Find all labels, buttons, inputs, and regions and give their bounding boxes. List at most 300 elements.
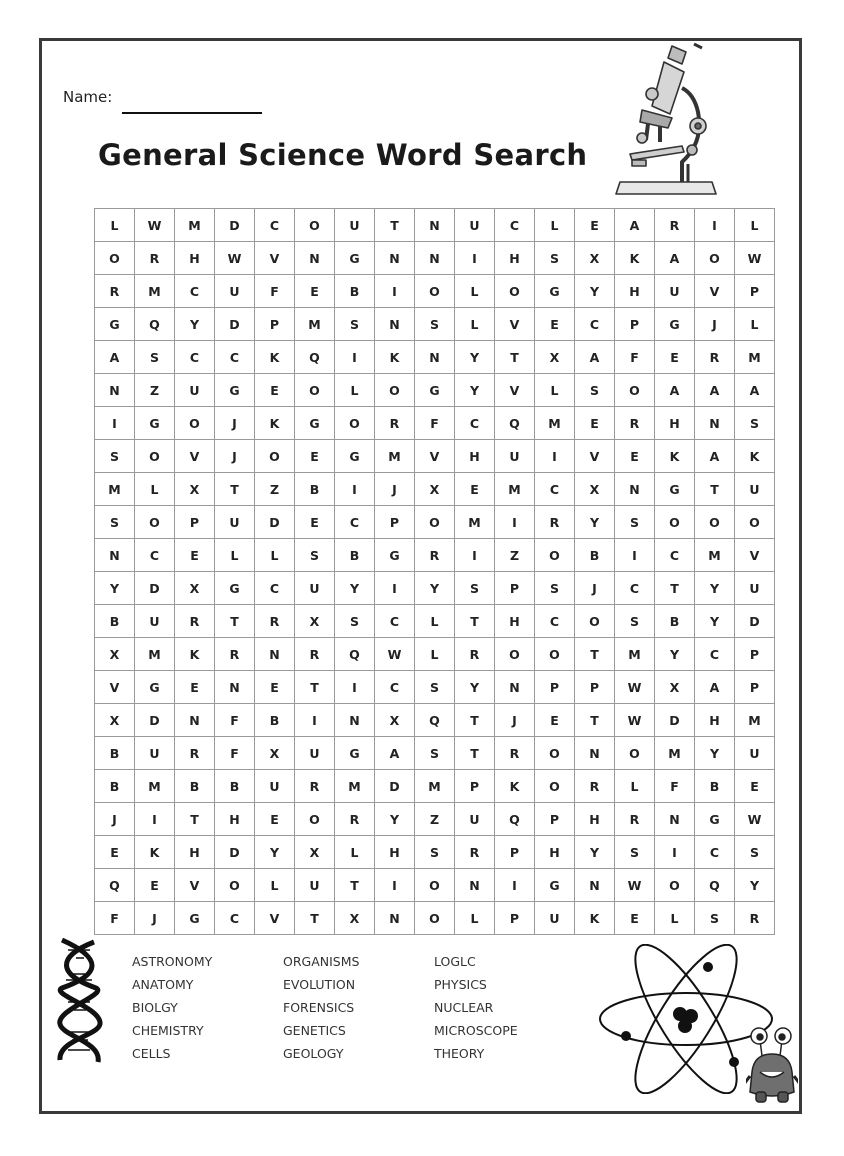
microscope-icon: [612, 42, 722, 200]
word-list-item: FORENSICS: [283, 1000, 355, 1015]
grid-cell: K: [615, 242, 655, 275]
grid-cell: S: [615, 506, 655, 539]
grid-cell: F: [415, 407, 455, 440]
grid-cell: L: [735, 209, 775, 242]
grid-cell: P: [735, 275, 775, 308]
grid-cell: A: [575, 341, 615, 374]
grid-cell: O: [655, 869, 695, 902]
grid-cell: A: [615, 209, 655, 242]
grid-cell: N: [495, 671, 535, 704]
grid-cell: V: [415, 440, 455, 473]
word-list-item: MICROSCOPE: [434, 1023, 518, 1038]
grid-cell: M: [415, 770, 455, 803]
grid-cell: K: [375, 341, 415, 374]
grid-cell: C: [495, 209, 535, 242]
grid-cell: R: [495, 737, 535, 770]
grid-cell: P: [735, 638, 775, 671]
grid-cell: A: [655, 242, 695, 275]
grid-cell: Y: [415, 572, 455, 605]
word-list-item: EVOLUTION: [283, 977, 356, 992]
grid-cell: M: [495, 473, 535, 506]
grid-cell: D: [215, 308, 255, 341]
grid-cell: B: [335, 275, 375, 308]
grid-cell: Q: [95, 869, 135, 902]
grid-cell: N: [575, 869, 615, 902]
grid-cell: T: [335, 869, 375, 902]
grid-cell: R: [455, 638, 495, 671]
grid-cell: N: [375, 308, 415, 341]
grid-cell: P: [735, 671, 775, 704]
grid-cell: T: [575, 704, 615, 737]
grid-cell: R: [535, 506, 575, 539]
grid-cell: O: [735, 506, 775, 539]
grid-cell: M: [695, 539, 735, 572]
grid-cell: M: [735, 704, 775, 737]
grid-cell: C: [575, 308, 615, 341]
grid-cell: E: [255, 803, 295, 836]
grid-cell: R: [655, 209, 695, 242]
grid-cell: S: [455, 572, 495, 605]
grid-cell: L: [135, 473, 175, 506]
grid-cell: M: [655, 737, 695, 770]
grid-cell: G: [135, 671, 175, 704]
grid-cell: D: [135, 572, 175, 605]
grid-cell: P: [375, 506, 415, 539]
grid-cell: O: [535, 638, 575, 671]
grid-cell: S: [695, 902, 735, 935]
grid-cell: W: [375, 638, 415, 671]
word-list-item: CELLS: [132, 1046, 171, 1061]
grid-cell: I: [295, 704, 335, 737]
grid-cell: S: [335, 308, 375, 341]
grid-cell: I: [135, 803, 175, 836]
grid-cell: U: [295, 572, 335, 605]
grid-cell: Z: [495, 539, 535, 572]
grid-cell: D: [375, 770, 415, 803]
grid-cell: E: [175, 671, 215, 704]
grid-cell: U: [215, 275, 255, 308]
grid-cell: N: [415, 341, 455, 374]
grid-cell: S: [575, 374, 615, 407]
grid-cell: O: [695, 506, 735, 539]
grid-cell: P: [615, 308, 655, 341]
grid-cell: T: [215, 605, 255, 638]
grid-cell: G: [535, 275, 575, 308]
word-search-grid: [94, 208, 775, 935]
grid-cell: K: [655, 440, 695, 473]
grid-cell: K: [135, 836, 175, 869]
grid-cell: S: [95, 440, 135, 473]
grid-cell: N: [455, 869, 495, 902]
grid-cell: G: [215, 572, 255, 605]
grid-cell: R: [615, 803, 655, 836]
grid-cell: P: [575, 671, 615, 704]
grid-cell: O: [255, 440, 295, 473]
grid-cell: P: [495, 836, 535, 869]
grid-cell: S: [415, 308, 455, 341]
grid-cell: N: [375, 902, 415, 935]
grid-cell: G: [215, 374, 255, 407]
grid-cell: B: [95, 737, 135, 770]
grid-cell: O: [335, 407, 375, 440]
grid-cell: G: [535, 869, 575, 902]
grid-cell: S: [535, 572, 575, 605]
grid-cell: U: [255, 770, 295, 803]
grid-cell: X: [295, 605, 335, 638]
grid-cell: J: [695, 308, 735, 341]
grid-cell: V: [95, 671, 135, 704]
grid-cell: D: [255, 506, 295, 539]
grid-cell: D: [135, 704, 175, 737]
grid-cell: S: [735, 836, 775, 869]
grid-cell: L: [95, 209, 135, 242]
word-list-item: ORGANISMS: [283, 954, 360, 969]
grid-cell: T: [455, 605, 495, 638]
grid-cell: C: [175, 275, 215, 308]
grid-cell: L: [255, 869, 295, 902]
grid-cell: A: [695, 671, 735, 704]
grid-cell: C: [375, 671, 415, 704]
word-list-item: BIOLGY: [132, 1000, 178, 1015]
grid-cell: N: [95, 539, 135, 572]
grid-cell: E: [535, 308, 575, 341]
grid-cell: I: [455, 539, 495, 572]
grid-cell: L: [215, 539, 255, 572]
grid-cell: F: [95, 902, 135, 935]
grid-cell: L: [535, 374, 575, 407]
grid-cell: O: [415, 902, 455, 935]
grid-cell: R: [295, 638, 335, 671]
grid-cell: X: [655, 671, 695, 704]
grid-cell: M: [375, 440, 415, 473]
grid-cell: O: [615, 737, 655, 770]
grid-cell: G: [695, 803, 735, 836]
grid-cell: E: [135, 869, 175, 902]
word-list-column-1: [132, 950, 212, 1065]
grid-cell: V: [695, 275, 735, 308]
grid-cell: L: [655, 902, 695, 935]
grid-cell: F: [615, 341, 655, 374]
grid-cell: E: [455, 473, 495, 506]
grid-cell: E: [295, 440, 335, 473]
grid-cell: Z: [415, 803, 455, 836]
grid-cell: O: [655, 506, 695, 539]
grid-cell: U: [735, 572, 775, 605]
grid-cell: P: [175, 506, 215, 539]
grid-cell: G: [335, 242, 375, 275]
grid-cell: C: [535, 473, 575, 506]
grid-cell: O: [535, 737, 575, 770]
grid-cell: E: [575, 209, 615, 242]
grid-cell: W: [735, 242, 775, 275]
grid-cell: N: [255, 638, 295, 671]
grid-cell: B: [255, 704, 295, 737]
grid-cell: T: [655, 572, 695, 605]
grid-cell: Y: [95, 572, 135, 605]
grid-cell: O: [575, 605, 615, 638]
grid-cell: L: [415, 605, 455, 638]
page-title: General Science Word Search: [98, 138, 588, 172]
word-list-column-3: [434, 950, 518, 1065]
grid-cell: H: [615, 275, 655, 308]
grid-cell: K: [175, 638, 215, 671]
grid-cell: Y: [335, 572, 375, 605]
grid-cell: K: [255, 341, 295, 374]
grid-cell: T: [175, 803, 215, 836]
word-list-column-2: [283, 950, 359, 1065]
grid-cell: M: [615, 638, 655, 671]
grid-cell: N: [335, 704, 375, 737]
grid-cell: V: [575, 440, 615, 473]
grid-cell: T: [455, 737, 495, 770]
grid-cell: Y: [455, 374, 495, 407]
grid-cell: S: [135, 341, 175, 374]
grid-cell: P: [495, 572, 535, 605]
grid-cell: Z: [135, 374, 175, 407]
grid-cell: H: [495, 242, 535, 275]
grid-cell: E: [175, 539, 215, 572]
grid-cell: M: [455, 506, 495, 539]
grid-cell: G: [175, 902, 215, 935]
grid-cell: O: [295, 374, 335, 407]
grid-cell: B: [95, 605, 135, 638]
grid-cell: V: [175, 440, 215, 473]
word-list-item: ANATOMY: [132, 977, 194, 992]
grid-cell: U: [735, 473, 775, 506]
grid-cell: C: [255, 572, 295, 605]
grid-cell: U: [335, 209, 375, 242]
grid-cell: O: [415, 506, 455, 539]
grid-cell: H: [695, 704, 735, 737]
grid-cell: U: [135, 605, 175, 638]
grid-cell: R: [335, 803, 375, 836]
grid-cell: I: [375, 275, 415, 308]
grid-cell: Y: [175, 308, 215, 341]
grid-cell: R: [175, 737, 215, 770]
grid-cell: S: [415, 737, 455, 770]
grid-cell: M: [735, 341, 775, 374]
grid-cell: M: [175, 209, 215, 242]
word-list-item: NUCLEAR: [434, 1000, 494, 1015]
monster-mascot-icon: [746, 1026, 798, 1104]
grid-cell: G: [375, 539, 415, 572]
grid-cell: S: [335, 605, 375, 638]
word-list-item: GENETICS: [283, 1023, 346, 1038]
grid-cell: R: [375, 407, 415, 440]
grid-cell: J: [215, 407, 255, 440]
grid-cell: X: [175, 473, 215, 506]
grid-cell: C: [135, 539, 175, 572]
grid-cell: E: [295, 506, 335, 539]
grid-cell: X: [175, 572, 215, 605]
grid-cell: X: [575, 242, 615, 275]
grid-cell: G: [655, 308, 695, 341]
grid-cell: I: [695, 209, 735, 242]
grid-cell: I: [375, 869, 415, 902]
name-label: Name:: [63, 88, 113, 106]
grid-cell: E: [255, 374, 295, 407]
grid-cell: R: [215, 638, 255, 671]
word-list-item: GEOLOGY: [283, 1046, 344, 1061]
grid-cell: X: [295, 836, 335, 869]
grid-cell: E: [575, 407, 615, 440]
grid-cell: C: [375, 605, 415, 638]
grid-cell: Y: [575, 275, 615, 308]
grid-cell: I: [535, 440, 575, 473]
grid-cell: O: [535, 539, 575, 572]
grid-cell: L: [455, 308, 495, 341]
grid-cell: M: [135, 638, 175, 671]
grid-cell: K: [735, 440, 775, 473]
grid-cell: X: [95, 638, 135, 671]
grid-cell: C: [335, 506, 375, 539]
grid-cell: U: [295, 869, 335, 902]
grid-cell: E: [615, 440, 655, 473]
grid-cell: E: [735, 770, 775, 803]
grid-cell: Y: [575, 836, 615, 869]
word-list-item: ASTRONOMY: [132, 954, 213, 969]
grid-cell: H: [215, 803, 255, 836]
grid-cell: P: [455, 770, 495, 803]
grid-cell: U: [295, 737, 335, 770]
grid-cell: A: [95, 341, 135, 374]
grid-cell: I: [335, 671, 375, 704]
grid-cell: R: [415, 539, 455, 572]
grid-cell: J: [575, 572, 615, 605]
grid-cell: G: [95, 308, 135, 341]
grid-cell: W: [615, 704, 655, 737]
grid-cell: M: [95, 473, 135, 506]
grid-cell: X: [95, 704, 135, 737]
word-list-item: LOGLC: [434, 954, 476, 969]
grid-cell: I: [335, 473, 375, 506]
grid-cell: M: [135, 770, 175, 803]
grid-cell: E: [295, 275, 335, 308]
grid-cell: F: [255, 275, 295, 308]
grid-cell: T: [295, 671, 335, 704]
grid-cell: R: [575, 770, 615, 803]
grid-cell: D: [215, 836, 255, 869]
grid-cell: L: [255, 539, 295, 572]
grid-cell: T: [295, 902, 335, 935]
grid-cell: O: [695, 242, 735, 275]
grid-cell: S: [295, 539, 335, 572]
grid-cell: C: [535, 605, 575, 638]
grid-cell: P: [495, 902, 535, 935]
grid-cell: I: [375, 572, 415, 605]
grid-cell: H: [535, 836, 575, 869]
grid-cell: F: [215, 737, 255, 770]
grid-cell: U: [495, 440, 535, 473]
grid-cell: M: [295, 308, 335, 341]
grid-cell: V: [255, 902, 295, 935]
grid-cell: I: [615, 539, 655, 572]
grid-cell: D: [215, 209, 255, 242]
grid-cell: L: [335, 374, 375, 407]
grid-cell: X: [375, 704, 415, 737]
grid-cell: N: [295, 242, 335, 275]
word-list-item: THEORY: [434, 1046, 485, 1061]
grid-cell: O: [295, 803, 335, 836]
grid-cell: R: [735, 902, 775, 935]
grid-cell: J: [495, 704, 535, 737]
grid-cell: V: [255, 242, 295, 275]
grid-cell: B: [215, 770, 255, 803]
grid-cell: J: [375, 473, 415, 506]
grid-cell: T: [575, 638, 615, 671]
grid-cell: P: [535, 803, 575, 836]
grid-cell: O: [495, 275, 535, 308]
grid-cell: U: [455, 803, 495, 836]
grid-cell: A: [735, 374, 775, 407]
grid-cell: X: [535, 341, 575, 374]
grid-cell: O: [135, 440, 175, 473]
grid-cell: O: [415, 275, 455, 308]
grid-cell: L: [335, 836, 375, 869]
grid-cell: O: [615, 374, 655, 407]
grid-cell: O: [495, 638, 535, 671]
grid-cell: G: [655, 473, 695, 506]
grid-cell: F: [655, 770, 695, 803]
grid-cell: E: [655, 341, 695, 374]
grid-cell: A: [695, 440, 735, 473]
grid-cell: H: [455, 440, 495, 473]
grid-cell: H: [575, 803, 615, 836]
grid-cell: S: [615, 605, 655, 638]
grid-cell: N: [375, 242, 415, 275]
grid-cell: O: [415, 869, 455, 902]
grid-cell: U: [215, 506, 255, 539]
word-list-item: PHYSICS: [434, 977, 487, 992]
grid-cell: O: [135, 506, 175, 539]
grid-cell: R: [175, 605, 215, 638]
grid-cell: P: [255, 308, 295, 341]
grid-cell: B: [295, 473, 335, 506]
grid-cell: L: [535, 209, 575, 242]
grid-cell: E: [615, 902, 655, 935]
grid-cell: E: [255, 671, 295, 704]
grid-cell: K: [575, 902, 615, 935]
grid-cell: Y: [455, 671, 495, 704]
grid-cell: U: [655, 275, 695, 308]
grid-cell: G: [415, 374, 455, 407]
grid-cell: B: [575, 539, 615, 572]
grid-cell: C: [655, 539, 695, 572]
grid-cell: L: [455, 902, 495, 935]
grid-cell: N: [95, 374, 135, 407]
grid-cell: M: [335, 770, 375, 803]
grid-cell: Z: [255, 473, 295, 506]
grid-cell: L: [735, 308, 775, 341]
grid-cell: V: [495, 374, 535, 407]
grid-cell: Y: [255, 836, 295, 869]
grid-cell: D: [735, 605, 775, 638]
grid-cell: T: [695, 473, 735, 506]
grid-cell: U: [175, 374, 215, 407]
grid-cell: U: [535, 902, 575, 935]
grid-cell: V: [495, 308, 535, 341]
grid-cell: N: [655, 803, 695, 836]
grid-cell: S: [95, 506, 135, 539]
grid-cell: W: [615, 671, 655, 704]
grid-cell: L: [415, 638, 455, 671]
grid-cell: L: [615, 770, 655, 803]
grid-cell: B: [695, 770, 735, 803]
grid-cell: U: [735, 737, 775, 770]
grid-cell: S: [415, 836, 455, 869]
grid-cell: W: [615, 869, 655, 902]
grid-cell: C: [215, 341, 255, 374]
